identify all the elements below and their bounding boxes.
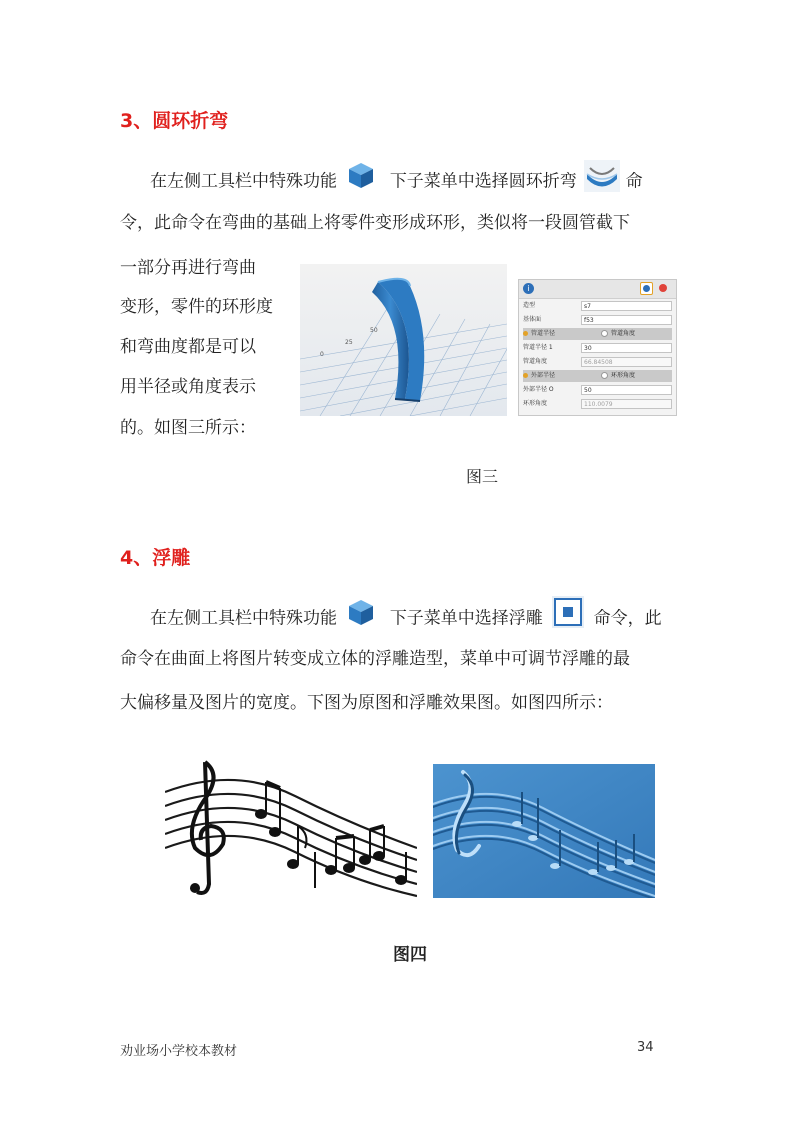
text-run: 下子菜单中选择圆环折弯: [389, 171, 577, 192]
music-notes-original-image: [165, 756, 417, 900]
svg-text:0: 0: [320, 351, 324, 358]
outer-radius-field[interactable]: 50: [581, 385, 672, 395]
text-run: 在左侧工具栏中特殊功能: [150, 171, 337, 192]
radio-selected-icon: [523, 373, 528, 378]
special-function-cube-icon: [346, 160, 380, 194]
figure-caption-4: 图四: [393, 945, 427, 965]
ring-bend-property-panel: [518, 279, 677, 416]
shape-field[interactable]: s7: [581, 301, 672, 311]
special-function-cube-icon: [346, 597, 380, 631]
text-run: 下子菜单中选择浮雕: [389, 608, 543, 629]
paragraph-line: 的。如图三所示：: [120, 418, 256, 438]
relief-icon: [552, 596, 586, 630]
svg-text:50: 50: [370, 327, 378, 334]
panel-header: [519, 280, 676, 299]
paragraph-line: 大偏移量及图片的宽度。下图为原图和浮雕效果图。如图四所示：: [120, 693, 613, 713]
ring-bend-icon: [584, 160, 620, 192]
radio-selected-icon: [523, 331, 528, 336]
radio-unselected-icon: [601, 330, 608, 337]
cancel-icon[interactable]: [657, 282, 670, 295]
pipe-radius-field[interactable]: 30: [581, 343, 672, 353]
ok-icon[interactable]: [640, 282, 653, 295]
pipe-angle-field: 66.84508: [581, 357, 672, 367]
base-face-field[interactable]: f53: [581, 315, 672, 325]
panel-row-pipe-radius: 管道半径 1 30: [523, 342, 672, 354]
text-run: 命: [625, 171, 643, 192]
paragraph-line: 令，此命令在弯曲的基础上将零件变形成环形，类似将一段圆管截下: [120, 213, 630, 233]
paragraph-line: 用半径或角度表示: [120, 377, 256, 397]
ring-bend-viewport-image: [300, 264, 507, 416]
svg-text:25: 25: [345, 339, 353, 346]
radio-unselected-icon: [601, 372, 608, 379]
section-heading-ring-bend: 3、圆环折弯: [120, 110, 229, 132]
info-icon: i: [523, 283, 534, 294]
paragraph-line: 变形，零件的环形度: [120, 297, 273, 317]
text-run: 在左侧工具栏中特殊功能: [150, 608, 337, 629]
panel-row-pipe-options: 管道半径 管道角度: [523, 328, 672, 340]
paragraph-line: [150, 607, 662, 631]
figure-caption-3: 图三: [466, 467, 499, 486]
panel-row-ring-angle: 环形角度 110.0079: [523, 398, 672, 410]
panel-row-outer-options: 外部半径 环形角度: [523, 370, 672, 382]
footer-school-name: 劝业场小学校本教材: [120, 1044, 238, 1059]
panel-row-pipe-angle: 管道角度 66.84508: [523, 356, 672, 368]
page-number: 34: [637, 1040, 654, 1055]
paragraph-line: 命令在曲面上将图片转变成立体的浮雕造型，菜单中可调节浮雕的最: [120, 649, 630, 669]
panel-row-outer-radius: 外部半径 O 50: [523, 384, 672, 396]
relief-effect-image: [433, 764, 655, 898]
paragraph-line: 一部分再进行弯曲: [120, 258, 256, 278]
section-heading-relief: 4、浮雕: [120, 547, 191, 569]
paragraph-line: 和弯曲度都是可以: [120, 337, 256, 357]
ring-angle-field: 110.0079: [581, 399, 672, 409]
panel-row-base-face: 基体面 f53: [523, 314, 672, 326]
text-run: 命令，此: [593, 608, 662, 629]
paragraph-line: [150, 170, 643, 194]
panel-row-shape: 造型 s7: [523, 300, 672, 312]
